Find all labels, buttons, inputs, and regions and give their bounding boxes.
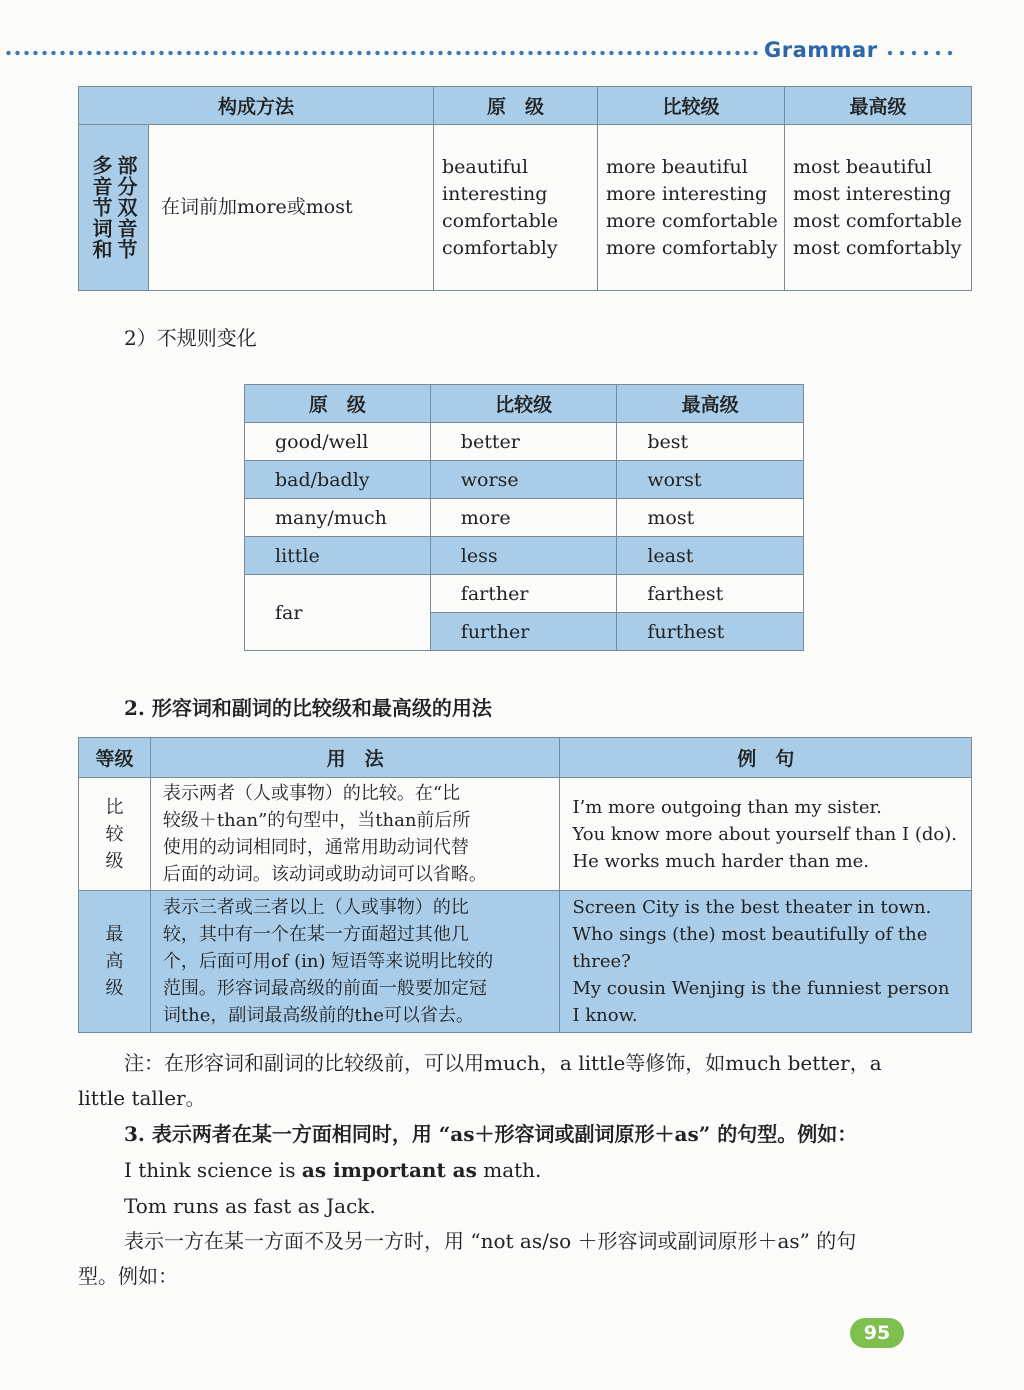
note-line-2: little taller。 <box>78 1086 206 1110</box>
comparative-word: more beautiful <box>606 155 748 178</box>
comparative-word: worse <box>430 461 617 499</box>
example-cell <box>560 891 972 1033</box>
usage-line: 表示两者（人或事物）的比较。在“比 <box>162 783 461 804</box>
comparative-word: more comfortable <box>606 209 778 232</box>
comparative-word: further <box>430 613 617 651</box>
positive-word: many/much <box>245 499 431 537</box>
header-positive: 原 级 <box>245 385 431 423</box>
dotted-rule-left <box>4 50 760 56</box>
superlative-word: furthest <box>617 613 804 651</box>
level-cell <box>79 891 151 1033</box>
formation-row-multisyllable <box>79 125 972 291</box>
positive-word: comfortable <box>442 209 559 232</box>
level-char: 高 <box>105 951 124 972</box>
usage-table <box>78 737 972 1033</box>
usage-line: 个，后面可用of (in) 短语等来说明比较的 <box>162 951 494 972</box>
header-comparative: 比较级 <box>598 87 785 125</box>
irregular-row <box>245 499 804 537</box>
usage-line: 后面的动词。该动词或助动词可以省略。 <box>162 864 487 885</box>
example-line: I know. <box>572 1005 638 1026</box>
note-line-1: 注：在形容词和副词的比较级前，可以用much，a little等修饰，如much better，a <box>124 1051 882 1075</box>
usage-row-comparative <box>79 778 972 891</box>
example-1-bold: as important as <box>301 1158 477 1182</box>
example-line: three? <box>572 951 631 972</box>
level-char: 比 <box>105 796 124 818</box>
comparative-word: less <box>430 537 617 575</box>
superlative-word: least <box>617 537 804 575</box>
level-char: 较 <box>105 823 124 845</box>
item3-paragraph-line-2: 型。例如： <box>78 1264 178 1288</box>
positive-word: good/well <box>245 423 431 461</box>
irregular-row <box>245 537 804 575</box>
comparative-cell <box>598 125 785 291</box>
example-line: Who sings (the) most beautifully of the <box>572 924 928 945</box>
header-superlative: 最高级 <box>785 87 972 125</box>
header-level: 等级 <box>79 738 151 778</box>
irregular-table <box>244 384 804 651</box>
example-cell <box>560 778 972 891</box>
superlative-word: farthest <box>617 575 804 613</box>
positive-word: little <box>245 537 431 575</box>
usage-row-superlative <box>79 891 972 1033</box>
comparative-word: more <box>430 499 617 537</box>
item3-paragraph-line-1: 表示一方在某一方面不及另一方时，用 “not as/so ＋形容词或副词原形＋as” 的句 <box>124 1229 857 1253</box>
positive-word: bad/badly <box>245 461 431 499</box>
usage-line: 范围。形容词最高级的前面一般要加定冠 <box>162 978 487 999</box>
superlative-word: worst <box>617 461 804 499</box>
example-line: He works much harder than me. <box>572 850 870 872</box>
positive-word: beautiful <box>442 155 529 178</box>
superlative-word: most <box>617 499 804 537</box>
example-line: My cousin Wenjing is the funniest person <box>572 978 950 999</box>
usage-heading: 2. 形容词和副词的比较级和最高级的用法 <box>124 696 492 720</box>
row-label-col2: 多音节词和 <box>89 155 113 260</box>
superlative-word: most interesting <box>793 182 952 205</box>
example-sentence-2: Tom runs as fast as Jack. <box>124 1194 376 1218</box>
usage-line: 较，其中有一个在某一方面超过其他几 <box>162 924 469 945</box>
usage-cell <box>150 778 560 891</box>
example-line: Screen City is the best theater in town. <box>572 897 932 918</box>
comparative-word: better <box>430 423 617 461</box>
dotted-rule-right <box>884 50 956 56</box>
formation-header-row <box>79 87 972 125</box>
method-cell: 在词前加more或most <box>149 125 434 291</box>
comparative-word: more interesting <box>606 182 768 205</box>
header-method: 构成方法 <box>79 87 434 125</box>
row-label <box>79 125 149 291</box>
usage-cell <box>150 891 560 1033</box>
usage-line: 较级＋than”的句型中，当than前后所 <box>162 810 471 831</box>
example-1-post: math. <box>476 1158 542 1182</box>
usage-line: 表示三者或三者以上（人或事物）的比 <box>162 897 469 918</box>
superlative-word: best <box>617 423 804 461</box>
example-sentence-1 <box>124 1157 541 1183</box>
example-1-pre: I think science is <box>124 1158 302 1182</box>
superlative-word: most comfortable <box>793 209 962 232</box>
header-comparative: 比较级 <box>430 385 617 423</box>
superlative-word: most comfortably <box>793 236 962 259</box>
positive-cell <box>434 125 598 291</box>
header-superlative: 最高级 <box>617 385 804 423</box>
level-char: 最 <box>105 924 124 945</box>
comparative-word: farther <box>430 575 617 613</box>
header-usage: 用 法 <box>150 738 560 778</box>
level-char: 级 <box>105 850 124 872</box>
superlative-word: most beautiful <box>793 155 932 178</box>
formation-table <box>78 86 972 291</box>
usage-header-row <box>79 738 972 778</box>
positive-word-far: far <box>245 575 431 651</box>
comparative-word: more comfortably <box>606 236 778 259</box>
page-header <box>0 34 1024 70</box>
header-positive: 原 级 <box>434 87 598 125</box>
superlative-cell <box>785 125 972 291</box>
level-cell <box>79 778 151 891</box>
example-line: I’m more outgoing than my sister. <box>572 796 882 818</box>
irregular-row <box>245 423 804 461</box>
usage-line: 词the，副词最高级前的the可以省去。 <box>162 1005 474 1026</box>
positive-word: comfortably <box>442 236 558 259</box>
irregular-row-far <box>245 575 804 613</box>
header-title: Grammar <box>764 38 878 62</box>
level-char: 级 <box>105 978 124 999</box>
usage-line: 使用的动词相同时，通常用助动词代替 <box>162 837 469 858</box>
example-line: You know more about yourself than I (do). <box>572 823 957 845</box>
row-label-col1: 部分双音节 <box>114 155 138 260</box>
positive-word: interesting <box>442 182 548 205</box>
item3-heading: 3. 表示两者在某一方面相同时，用 “as＋形容词或副词原形＋as” 的句型。例如： <box>124 1122 858 1146</box>
subheading-irregular: 2）不规则变化 <box>124 326 257 350</box>
irregular-header-row <box>245 385 804 423</box>
header-example: 例 句 <box>560 738 972 778</box>
page-number-badge: 95 <box>850 1318 904 1348</box>
irregular-row <box>245 461 804 499</box>
